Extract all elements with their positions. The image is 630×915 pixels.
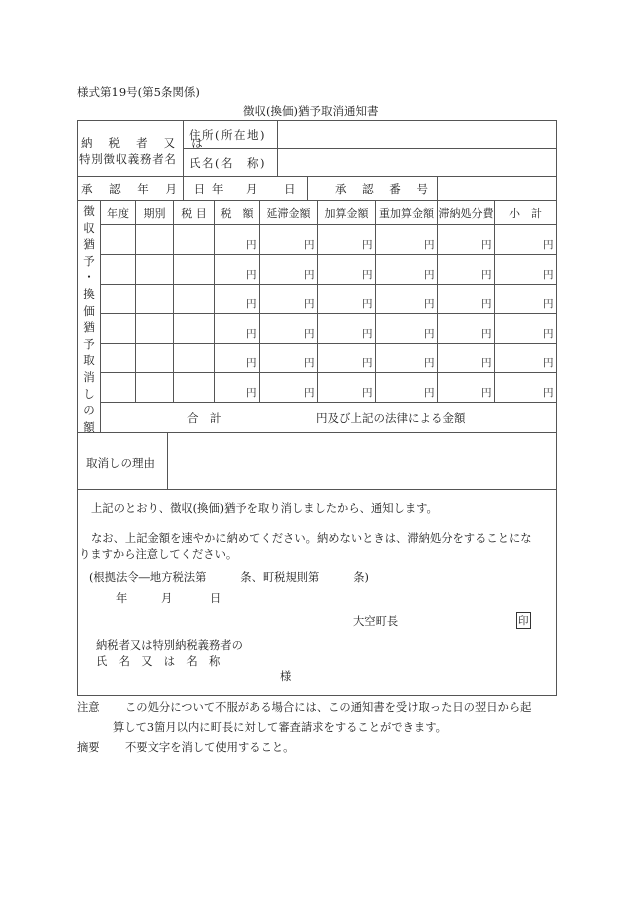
taxpayer-label-line2: 特別徴収義務者名: [79, 152, 177, 166]
yen-unit: 円: [543, 239, 554, 251]
yen-unit: 円: [481, 357, 492, 369]
yen-unit: 円: [362, 239, 373, 251]
side-label-char: 消: [83, 369, 95, 384]
side-label-char: 徴: [83, 204, 95, 218]
cell-year[interactable]: [101, 285, 134, 313]
side-label-char: 収: [83, 220, 95, 235]
column-header-additional-amount: 加算金額: [324, 206, 369, 220]
yen-unit: 円: [424, 357, 435, 369]
cell-year[interactable]: [101, 225, 134, 254]
yen-unit: 円: [246, 269, 257, 281]
side-label-char: し: [83, 386, 95, 401]
address-field[interactable]: [278, 121, 562, 148]
cell-period[interactable]: [136, 314, 172, 343]
column-header-tax-amount: 税 額: [220, 206, 254, 220]
reason-label: 取消しの理由: [86, 456, 155, 470]
yen-unit: 円: [362, 269, 373, 281]
column-header-delinquency-amount: 延滞金額: [266, 206, 311, 220]
caution-line1: この処分について不服がある場合には、この通知書を受け取った日の翌日から起: [125, 701, 532, 714]
side-label-char: 額: [83, 419, 95, 434]
side-label-char: 価: [83, 303, 95, 318]
reason-field[interactable]: [168, 433, 556, 489]
name-field[interactable]: [278, 149, 562, 176]
yen-unit: 円: [481, 269, 492, 281]
yen-unit: 円: [424, 328, 435, 340]
yen-unit: 円: [481, 387, 492, 399]
caution-label: 注意: [77, 701, 100, 714]
yen-unit: 円: [543, 328, 554, 340]
column-header-tax-item: 税 目: [181, 206, 207, 220]
seal-icon: 印: [516, 612, 531, 629]
yen-unit: 円: [246, 357, 257, 369]
column-header-period: 期別: [143, 206, 166, 220]
total-suffix: 円及び上記の法律による金額: [316, 411, 466, 425]
page-title: 徴収(換価)猶予取消通知書: [243, 104, 379, 118]
yen-unit: 円: [304, 239, 315, 251]
notice-line1: 上記のとおり、徴収(換価)猶予を取り消しましたから、通知します。: [91, 502, 438, 515]
side-label-char: 猶: [83, 237, 95, 252]
yen-unit: 円: [304, 298, 315, 310]
yen-unit: 円: [481, 328, 492, 340]
name-label: 氏名(名 称): [189, 156, 266, 170]
approval-day: 日: [284, 182, 296, 196]
yen-unit: 円: [246, 387, 257, 399]
cell-tax-item[interactable]: [174, 285, 213, 313]
side-label-char: 猶: [83, 320, 95, 335]
yen-unit: 円: [424, 269, 435, 281]
caution-line2: 算して3箇月以内に町長に対して審査請求をすることができます。: [113, 721, 447, 734]
notice-month: 月: [161, 592, 173, 605]
honorific: 様: [280, 670, 292, 683]
yen-unit: 円: [304, 269, 315, 281]
recipient-line1: 納税者又は特別納税義務者の: [96, 639, 243, 652]
side-label-char: ・: [83, 270, 95, 285]
column-header-disposition-fee: 滞納処分費: [438, 206, 494, 220]
cell-period[interactable]: [136, 344, 172, 372]
cell-period[interactable]: [136, 285, 172, 313]
address-label: 住所(所在地): [189, 128, 266, 142]
approval-number-label: 承 認 番 号: [335, 182, 434, 196]
amounts-side-label: [78, 203, 100, 435]
yen-unit: 円: [304, 387, 315, 399]
cell-period[interactable]: [136, 255, 172, 284]
cell-year[interactable]: [101, 314, 134, 343]
cell-year[interactable]: [101, 344, 134, 372]
side-label-char: 予: [83, 336, 95, 351]
notice-line2a: なお、上記金額を速やかに納めてください。納めないときは、滞納処分をすることにな: [91, 532, 532, 545]
side-label-char: 予: [83, 253, 95, 268]
approval-month: 月: [246, 182, 258, 196]
column-header-subtotal: 小 計: [509, 206, 542, 220]
yen-unit: 円: [543, 269, 554, 281]
notice-line2b: りますから注意してください。: [79, 548, 238, 561]
yen-unit: 円: [543, 387, 554, 399]
cell-tax-item[interactable]: [174, 225, 213, 254]
side-label-char: の: [83, 403, 95, 418]
approval-number-field[interactable]: [438, 177, 556, 200]
column-header-heavy-additional-amount: 重加算金額: [379, 206, 434, 220]
yen-unit: 円: [246, 328, 257, 340]
yen-unit: 円: [543, 357, 554, 369]
yen-unit: 円: [362, 298, 373, 310]
yen-unit: 円: [246, 239, 257, 251]
yen-unit: 円: [543, 298, 554, 310]
summary-label: 摘要: [77, 741, 100, 754]
cell-tax-item[interactable]: [174, 373, 213, 402]
cell-year[interactable]: [101, 373, 134, 402]
legal-basis: (根拠法令―地方税法第 条、町税規則第 条): [89, 571, 369, 584]
cell-period[interactable]: [136, 225, 172, 254]
yen-unit: 円: [481, 298, 492, 310]
total-label: 合 計: [187, 411, 222, 425]
side-label-char: 取: [83, 353, 95, 368]
notice-day: 日: [210, 592, 222, 605]
yen-unit: 円: [304, 357, 315, 369]
cell-period[interactable]: [136, 373, 172, 402]
form-number: 様式第19号(第5条関係): [77, 85, 200, 99]
cell-tax-item[interactable]: [174, 314, 213, 343]
side-label-char: 換: [83, 286, 95, 301]
yen-unit: 円: [304, 328, 315, 340]
yen-unit: 円: [362, 387, 373, 399]
notice-year: 年: [116, 592, 128, 605]
approval-date-label: 承 認 年 月 日: [81, 182, 212, 196]
column-header-year: 年度: [107, 206, 129, 220]
cell-tax-item[interactable]: [174, 344, 213, 372]
cell-tax-item[interactable]: [174, 255, 213, 284]
yen-unit: 円: [424, 298, 435, 310]
yen-unit: 円: [424, 387, 435, 399]
recipient-line2: 氏 名 又 は 名 称: [96, 655, 221, 668]
summary-text: 不要文字を消して使用すること。: [125, 741, 295, 754]
approval-year: 年: [212, 182, 224, 196]
yen-unit: 円: [362, 357, 373, 369]
yen-unit: 円: [481, 239, 492, 251]
issuer: 大空町長: [353, 615, 399, 628]
yen-unit: 円: [246, 298, 257, 310]
cell-year[interactable]: [101, 255, 134, 284]
yen-unit: 円: [424, 239, 435, 251]
yen-unit: 円: [362, 328, 373, 340]
taxpayer-label-line1: 納 税 者 又 は: [81, 136, 209, 150]
